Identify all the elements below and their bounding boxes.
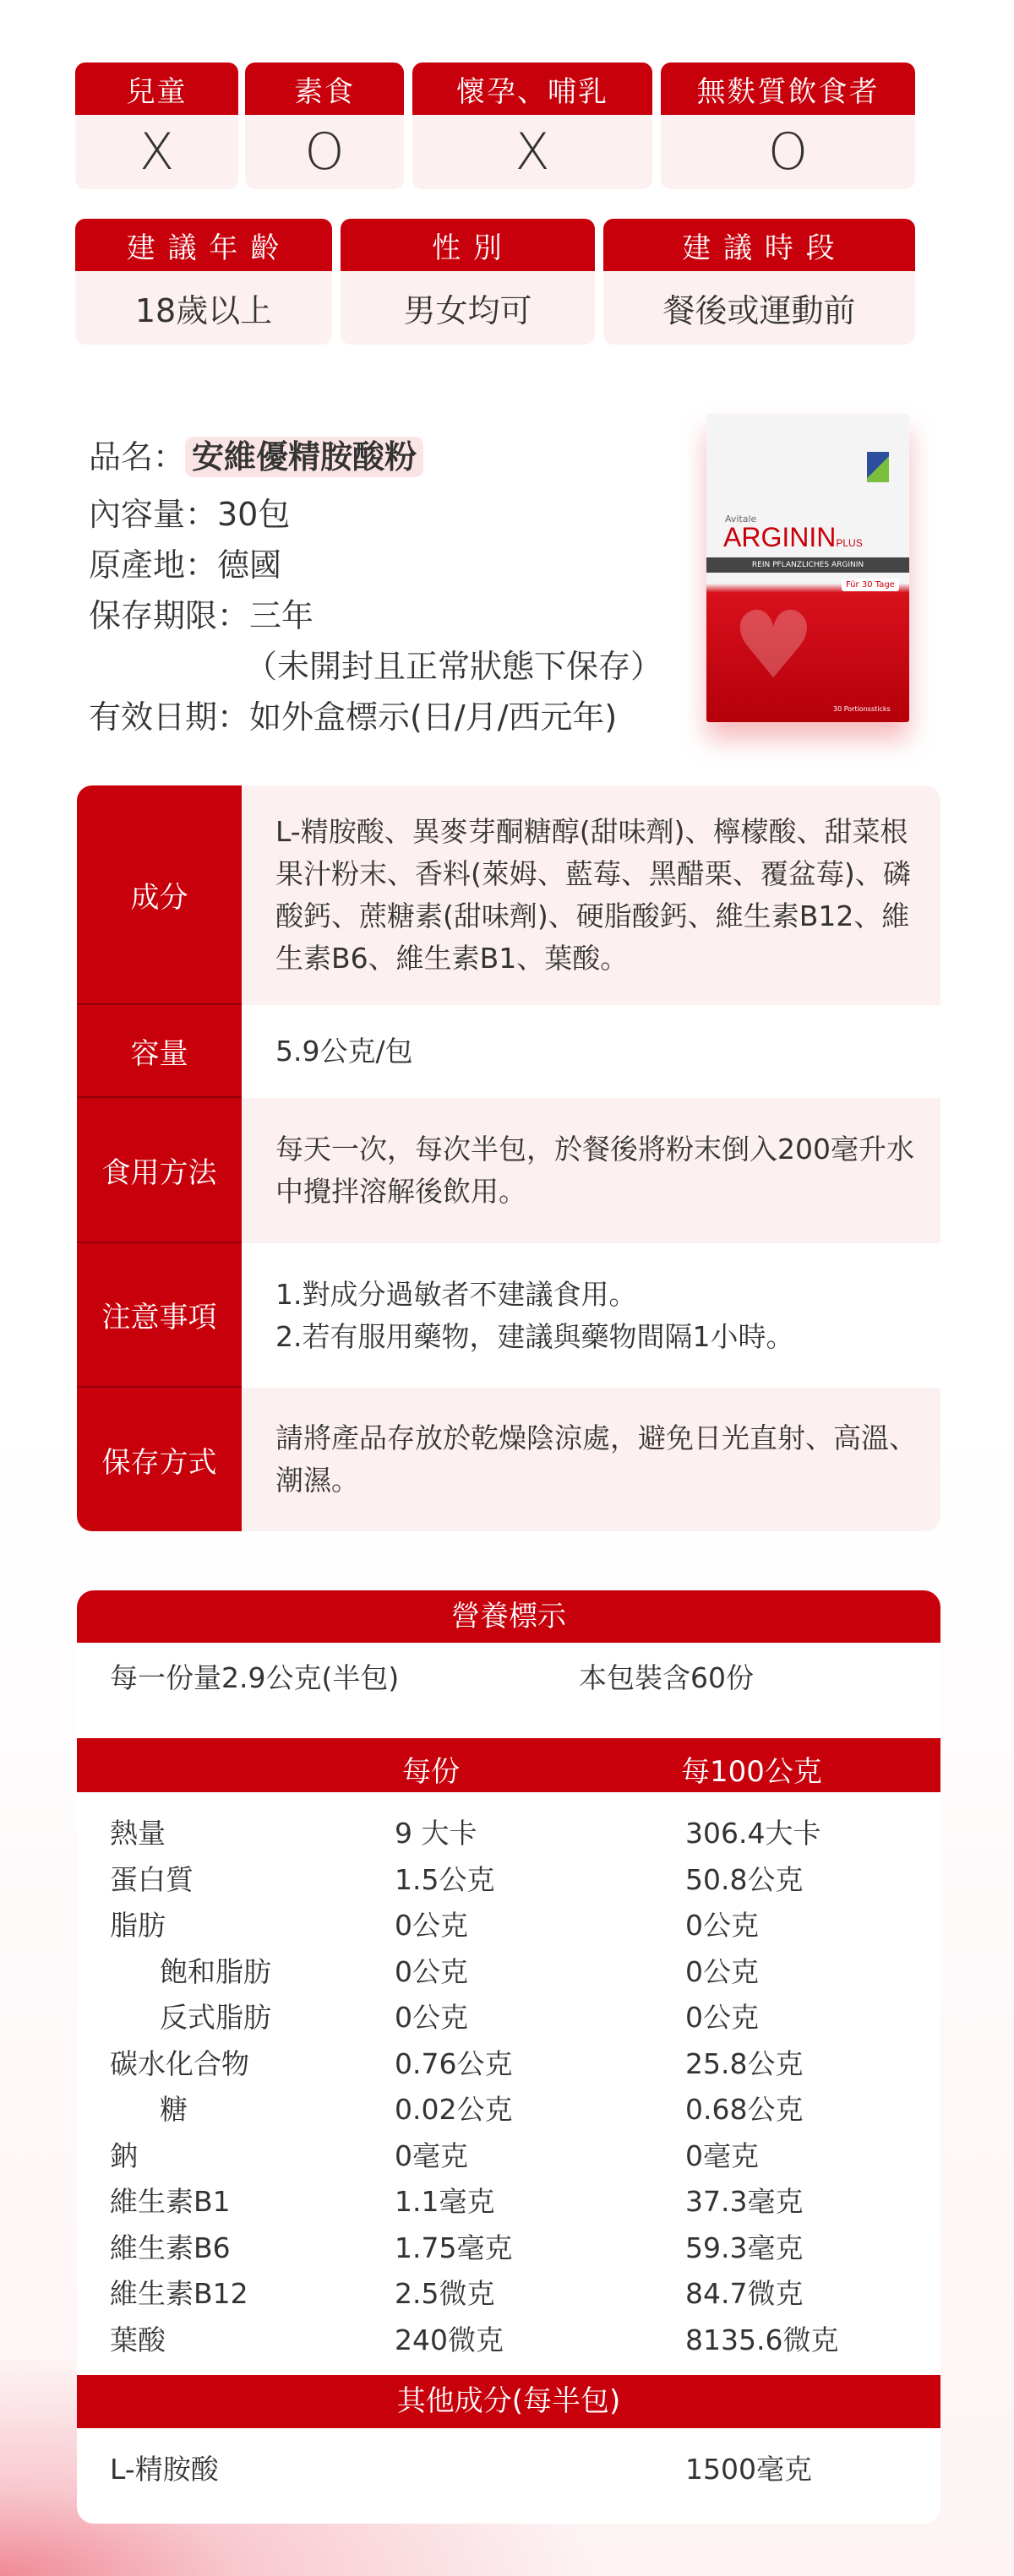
nutrient-per-100g: 0.68公克 xyxy=(685,2093,804,2126)
servings-per-package: 本包裝含60份 xyxy=(579,1661,754,1694)
spec-text: 5.9公克/包 xyxy=(242,1005,940,1098)
nutrient-per-serving: 0公克 xyxy=(395,1909,468,1942)
nutrient-per-100g: 25.8公克 xyxy=(685,2046,804,2080)
recommend-header: 建 議 年 齡 xyxy=(75,219,332,271)
nutrition-title-bar xyxy=(77,1590,940,1643)
nutrient-name: 糖 xyxy=(160,2093,188,2126)
nutrient-per-100g: 0公克 xyxy=(685,1954,759,1988)
spec-row xyxy=(77,785,940,1005)
spec-label: 注意事項 xyxy=(77,1243,242,1388)
nutrient-per-100g: 306.4大卡 xyxy=(685,1817,821,1850)
nutrient-per-100g: 8135.6微克 xyxy=(685,2323,839,2356)
nutrient-per-serving: 9 大卡 xyxy=(395,1817,477,1850)
nutrient-per-serving: 0公克 xyxy=(395,2001,468,2034)
nutrition-column-header xyxy=(77,1738,940,1792)
recommend-value: 男女均可 xyxy=(341,271,595,345)
spec-label: 保存方式 xyxy=(77,1388,242,1531)
shelf-life-note: （未開封且正常狀態下保存） xyxy=(245,648,663,685)
suitability-header: 兒童 xyxy=(75,62,238,115)
spec-text: 1.對成分過敏者不建議食用。 2.若有服用藥物，建議與藥物間隔1小時。 xyxy=(242,1243,940,1388)
suitability-header: 懷孕、哺乳 xyxy=(412,62,652,115)
box-sticks: 30 Portionssticks xyxy=(833,705,891,713)
nutrient-name: 鈉 xyxy=(110,2139,138,2172)
expiry-date: 有效日期：如外盒標示(日/月/西元年) xyxy=(89,698,618,736)
suitability-mark: O xyxy=(245,115,404,189)
nutrient-name: 熱量 xyxy=(110,1817,166,1850)
spec-row xyxy=(77,1005,940,1098)
suitability-mark: X xyxy=(75,115,238,189)
box-brand: Avitale xyxy=(725,514,757,524)
nutrient-per-100g: 37.3毫克 xyxy=(685,2185,804,2218)
nutrient-per-serving: 2.5微克 xyxy=(395,2277,495,2310)
nutrient-per-serving: 1.75毫克 xyxy=(395,2231,513,2264)
origin: 原產地：德國 xyxy=(89,546,282,584)
nutrition-title: 營養標示 xyxy=(451,1600,566,1633)
nutrient-per-serving: 1.5公克 xyxy=(395,1862,495,1896)
other-ingredient-name: L-精胺酸 xyxy=(110,2453,219,2486)
nutrient-per-100g: 0毫克 xyxy=(685,2139,759,2172)
other-ingredient-value: 1500毫克 xyxy=(685,2453,812,2486)
nutrient-name: 碳水化合物 xyxy=(110,2046,249,2080)
nutrient-per-serving: 0公克 xyxy=(395,1954,468,1988)
nutrient-name: 飽和脂肪 xyxy=(160,1954,271,1988)
nutrient-per-serving: 0.02公克 xyxy=(395,2093,513,2126)
heart-icon: ♥ xyxy=(732,591,815,699)
suitability-header: 素食 xyxy=(245,62,404,115)
spec-row xyxy=(77,1098,940,1243)
spec-row xyxy=(77,1243,940,1388)
recommend-header: 建 議 時 段 xyxy=(603,219,915,271)
nutrient-name: 維生素B6 xyxy=(110,2231,231,2264)
recommend-value: 18歲以上 xyxy=(75,271,332,345)
nutrient-name: 葉酸 xyxy=(110,2323,166,2356)
other-ingredients-title: 其他成分(每半包) xyxy=(396,2384,621,2418)
spec-label: 食用方法 xyxy=(77,1098,242,1243)
product-name-label: 品名： xyxy=(89,438,186,476)
product-name-line xyxy=(89,431,423,477)
nutrient-name: 脂肪 xyxy=(110,1909,166,1942)
spec-text: 請將產品存放於乾燥陰涼處，避免日光直射、高溫、潮濕。 xyxy=(242,1388,940,1531)
spec-text: L-精胺酸、異麥芽酮糖醇(甜味劑)、檸檬酸、甜菜根果汁粉末、香料(萊姆、藍莓、黑醋栗、覆盆莓)、磷酸鈣、蔗糖素(甜味劑)、硬脂酸鈣、維生素B12、維生素B6、維生素B1、葉酸。 xyxy=(242,785,940,1005)
serving-size: 每一份量2.9公克(半包) xyxy=(110,1661,400,1694)
nutrient-per-serving: 0.76公克 xyxy=(395,2046,513,2080)
nutrient-per-serving: 240微克 xyxy=(395,2323,504,2356)
nutrient-name: 蛋白質 xyxy=(110,1862,194,1896)
nutrient-per-100g: 50.8公克 xyxy=(685,1862,804,1896)
suitability-mark: O xyxy=(661,115,915,189)
nutrient-name: 維生素B12 xyxy=(110,2277,248,2310)
recommend-header: 性 別 xyxy=(341,219,595,271)
nutrient-per-serving: 1.1毫克 xyxy=(395,2185,495,2218)
spec-row xyxy=(77,1388,940,1531)
suitability-header: 無麩質飲食者 xyxy=(661,62,915,115)
nutrient-per-100g: 0公克 xyxy=(685,2001,759,2034)
suitability-mark: X xyxy=(412,115,652,189)
box-title: ARGININPLUS xyxy=(723,522,863,552)
content-amount: 內容量：30包 xyxy=(89,496,291,533)
column-per-serving: 每份 xyxy=(402,1755,460,1789)
spec-label: 容量 xyxy=(77,1005,242,1098)
nutrient-per-serving: 0毫克 xyxy=(395,2139,468,2172)
spec-text: 每天一次，每次半包，於餐後將粉末倒入200毫升水中攪拌溶解後飲用。 xyxy=(242,1098,940,1243)
box-subtitle: REIN PFLANZLICHES ARGININ xyxy=(706,557,909,573)
nutrient-name: 反式脂肪 xyxy=(160,2001,271,2034)
recommend-value: 餐後或運動前 xyxy=(603,271,915,345)
product-box-image xyxy=(706,414,909,722)
box-days: Für 30 Tage xyxy=(842,579,899,591)
nutrient-per-100g: 59.3毫克 xyxy=(685,2231,804,2264)
nutrient-per-100g: 0公克 xyxy=(685,1909,759,1942)
nutrition-table xyxy=(77,1590,940,2524)
avitale-logo-icon xyxy=(867,452,889,482)
nutrient-per-100g: 84.7微克 xyxy=(685,2277,804,2310)
spec-label: 成分 xyxy=(77,785,242,1005)
shelf-life: 保存期限：三年 xyxy=(89,597,314,634)
nutrient-name: 維生素B1 xyxy=(110,2185,231,2218)
column-per-100g: 每100公克 xyxy=(681,1755,822,1789)
product-name: 安維優精胺酸粉 xyxy=(185,437,423,477)
product-spec-table xyxy=(77,785,940,1531)
other-ingredients-header xyxy=(77,2375,940,2428)
